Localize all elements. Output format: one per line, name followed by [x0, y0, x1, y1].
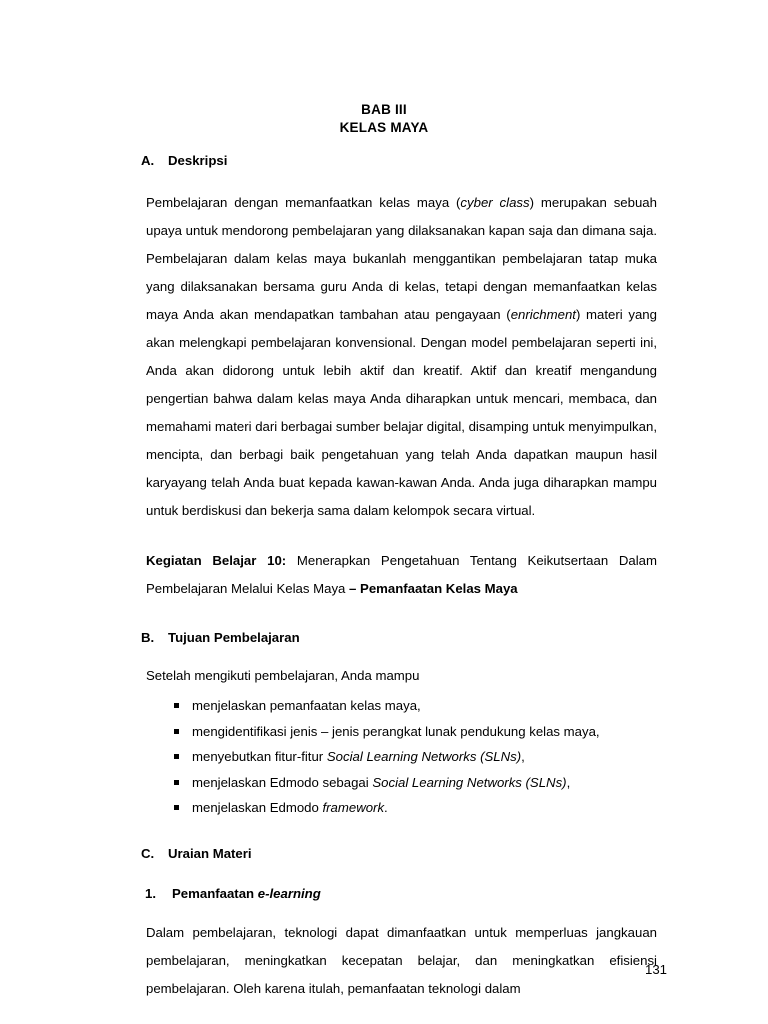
sub-title-1-pre: Pemanfaatan	[172, 885, 258, 901]
deskripsi-part2: ) merupakan sebuah upaya untuk mendorong pembelajaran yang dilaksanakan kapan saja dan dimana saja. Pembelajaran dalam kelas maya bukanlah menggantikan pembelajaran tatap muka yang dilaksanakan bersama guru Anda di kelas, tetapi dengan memanfaatkan kelas maya Anda akan mendapatkan tambahan atau pengayaan (	[146, 195, 657, 322]
objective-text: menyebutkan fitur-fitur	[192, 749, 327, 764]
objective-italic: framework	[322, 800, 385, 815]
spacer	[141, 903, 658, 919]
spacer	[141, 821, 658, 845]
tujuan-intro: Setelah mengikuti pembelajaran, Anda mampu	[146, 668, 420, 683]
section-title-b: Tujuan Pembelajaran	[168, 630, 300, 645]
spacer	[141, 863, 658, 885]
section-heading-a	[141, 152, 658, 170]
section-marker-b: B.	[141, 630, 155, 645]
chapter-label: BAB III	[361, 102, 407, 117]
section-heading-c	[141, 845, 658, 863]
deskripsi-part1: Pembelajaran dengan memanfaatkan kelas maya (	[146, 195, 461, 210]
objective-italic: Social Learning Networks (SLNs)	[326, 749, 522, 764]
section-title-c: Uraian Materi	[168, 845, 252, 861]
list-item	[141, 693, 658, 719]
list-item	[141, 744, 658, 770]
spacer	[141, 170, 658, 189]
objective-text: mengidentifikasi jenis – jenis perangkat lunak pendukung kelas maya,	[192, 723, 600, 739]
sub-title-1	[172, 885, 658, 903]
list-item	[141, 795, 658, 821]
paragraph-uraian-materi: Dalam pembelajaran, teknologi dapat dimanfaatkan untuk memperluas jangkauan pembelajaran, meningkatkan kecepatan belajar, dan meningkatkan efisiensi pembelajaran. Oleh karena itulah, pemanfaatan teknologi dalam	[146, 924, 657, 996]
paragraph-kegiatan-belajar	[141, 547, 658, 603]
section-marker-a: A.	[141, 153, 155, 168]
spacer	[141, 647, 658, 666]
sub-marker-1: 1.	[145, 885, 156, 901]
square-bullet-icon	[174, 693, 179, 719]
square-bullet-icon	[174, 744, 179, 770]
section-marker-c: C.	[141, 845, 155, 861]
objective-post: .	[384, 800, 388, 815]
chapter-title: KELAS MAYA	[339, 119, 429, 135]
square-bullet-icon	[174, 719, 179, 745]
square-bullet-icon	[174, 770, 179, 796]
section-title-a: Deskripsi	[168, 153, 228, 168]
objective-italic: Social Learning Networks (SLNs)	[372, 774, 567, 790]
kegiatan-label: Kegiatan Belajar 10:	[146, 553, 287, 568]
paragraph-deskripsi	[141, 189, 658, 525]
document-content	[141, 152, 658, 1003]
objectives-list	[141, 693, 658, 821]
objective-text: menjelaskan Edmodo	[192, 800, 323, 815]
list-item	[141, 719, 658, 745]
kegiatan-tail: – Pemanfaatan Kelas Maya	[349, 581, 518, 596]
section-heading-b	[141, 629, 658, 647]
sub-heading-1	[141, 885, 658, 903]
objective-post: ,	[521, 749, 525, 764]
objective-text: menjelaskan pemanfaatan kelas maya,	[192, 698, 421, 713]
objective-text: menjelaskan Edmodo sebagai	[192, 774, 373, 790]
list-item	[141, 770, 658, 796]
page-number: 131	[644, 962, 667, 977]
spacer	[141, 603, 658, 629]
objective-post: ,	[566, 774, 571, 790]
square-bullet-icon	[174, 795, 179, 821]
spacer	[141, 686, 658, 693]
deskripsi-italic-enrichment: enrichment	[510, 307, 576, 322]
kegiatan-text: Menerapkan Pengetahuan Tentang Keikutsertaan Dalam Pembelajaran Melalui Kelas Maya	[146, 553, 657, 596]
sub-title-1-italic: e-learning	[257, 885, 321, 901]
chapter-heading	[0, 101, 768, 136]
spacer	[141, 525, 658, 547]
deskripsi-italic-cyber-class: cyber class	[460, 195, 530, 210]
deskripsi-part3: ) materi yang akan melengkapi pembelajaran konvensional. Dengan model pembelajaran seperti ini, Anda akan didorong untuk lebih aktif dan kreatif. Aktif dan kreatif mengandung pengertian bahwa dalam kelas maya Anda diharapkan untuk mencari, membaca, dan memahami materi dari berbagai sumber belajar digital, disamping untuk menyimpulkan, mencipta, dan berbagi baik pengetahuan yang telah Anda dapatkan maupun hasil karyayang telah Anda buat kepada kawan-kawan Anda. Anda juga diharapkan mampu untuk berdiskusi dan bekerja sama dalam kelompok secara virtual.	[146, 307, 657, 518]
